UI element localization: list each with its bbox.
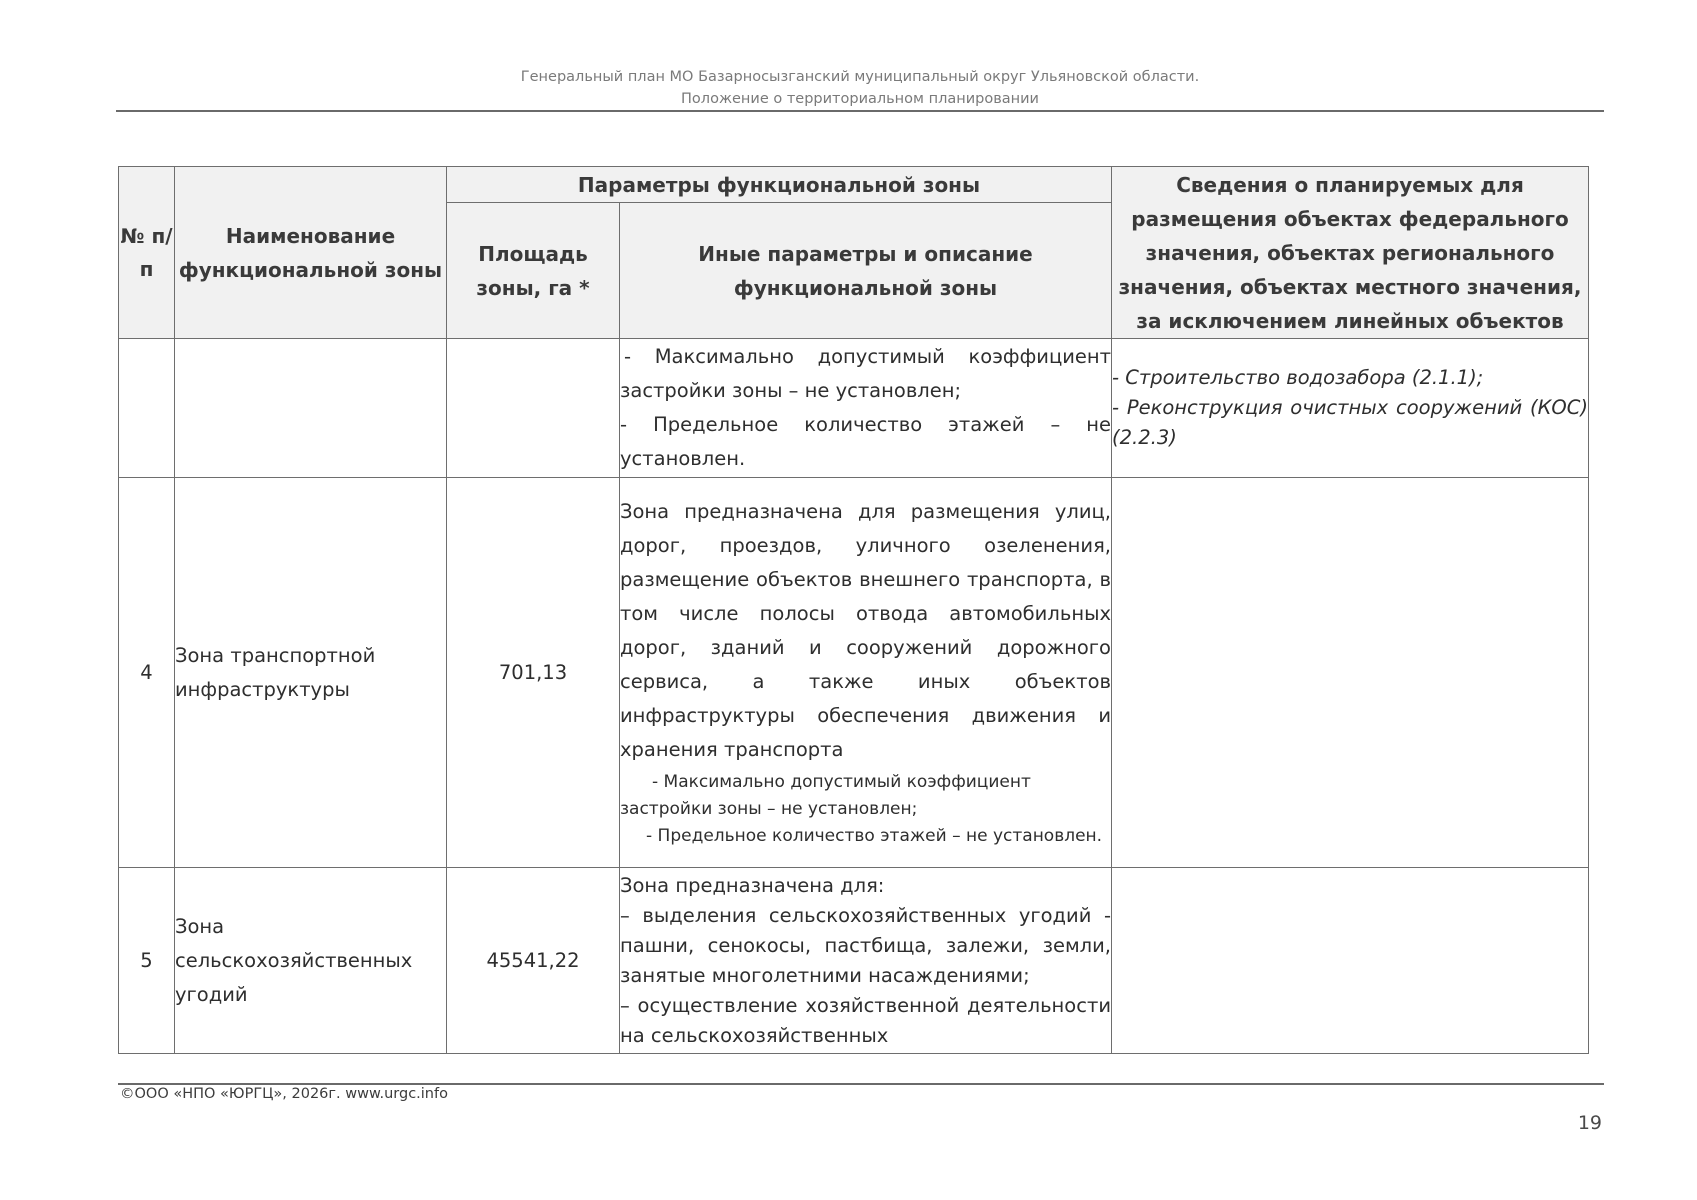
planned-object: - Реконструкция очистных сооружений (КОС) (2.2.3) [1112, 396, 1588, 449]
row-name: Зона сельскохозяйственных угодий [175, 868, 447, 1054]
row-objects [1112, 478, 1589, 868]
row-objects [1112, 868, 1589, 1054]
description-paragraph: Зона предназначена для: [620, 873, 885, 897]
row-num: 5 [119, 868, 175, 1054]
row-description [620, 868, 1112, 1054]
col-header-num: № п/п [119, 167, 175, 339]
col-header-params-group: Параметры функциональной зоны [447, 167, 1112, 203]
col-header-area: Площадь зоны, га * [447, 203, 620, 339]
row-name [175, 339, 447, 478]
row-description [620, 339, 1112, 478]
row-name: Зона транспортной инфраструктуры [175, 478, 447, 868]
header-divider [116, 110, 1604, 112]
table-row [119, 339, 1589, 478]
document-header [116, 66, 1604, 110]
row-num: 4 [119, 478, 175, 868]
header-line-1: Генеральный план МО Базарносызганский муниципальный округ Ульяновской области. [520, 69, 1200, 85]
page-number: 19 [1577, 1112, 1602, 1134]
table-row [119, 868, 1589, 1054]
description-paragraph: - Предельное количество этажей – не установлен. [620, 413, 1111, 470]
functional-zones-table [118, 166, 1589, 1054]
col-header-other: Иные параметры и описание функциональной зоны [620, 203, 1112, 339]
description-paragraph: – выделения сельскохозяйственных угодий - пашни, сенокосы, пастбища, залежи, земли, занятые многолетними насаждениями; [620, 903, 1111, 987]
planned-object: - Строительство водозабора (2.1.1); [1112, 366, 1484, 389]
description-paragraph: Зона предназначена для размещения улиц, дорог, проездов, уличного озеленения, размещение объектов внешнего транспорта, в том числе полосы отвода автомобильных дорог, зданий и сооружений дорожного сервиса, а также иных объектов инфраструктуры обеспечения движения и хранения транспорта [620, 500, 1111, 761]
description-paragraph: - Максимально допустимый коэффициент застройки зоны – не установлен; [620, 345, 1111, 402]
description-paragraph: – осуществление хозяйственной деятельности на сельскохозяйственных [620, 993, 1111, 1047]
row-objects [1112, 339, 1589, 478]
footer-divider [118, 1083, 1604, 1085]
row-area [447, 339, 620, 478]
description-small-paragraph: - Предельное количество этажей – не установлен. [646, 826, 1103, 846]
footer-copyright: ©ООО «НПО «ЮРГЦ», 2026г. www.urgc.info [120, 1086, 448, 1102]
row-area: 701,13 [447, 478, 620, 868]
header-line-2: Положение о территориальном планировании [681, 91, 1039, 107]
row-area: 45541,22 [447, 868, 620, 1054]
row-num [119, 339, 175, 478]
description-small-paragraph: - Максимально допустимый коэффициент застройки зоны – не установлен; [620, 772, 1031, 819]
row-description [620, 478, 1112, 868]
col-header-name: Наименование функциональной зоны [175, 167, 447, 339]
table-row [119, 478, 1589, 868]
col-header-objects: Сведения о планируемых для размещения объектах федерального значения, объектах регионального значения, объектах местного значения, за исключением линейных объектов [1112, 167, 1589, 339]
